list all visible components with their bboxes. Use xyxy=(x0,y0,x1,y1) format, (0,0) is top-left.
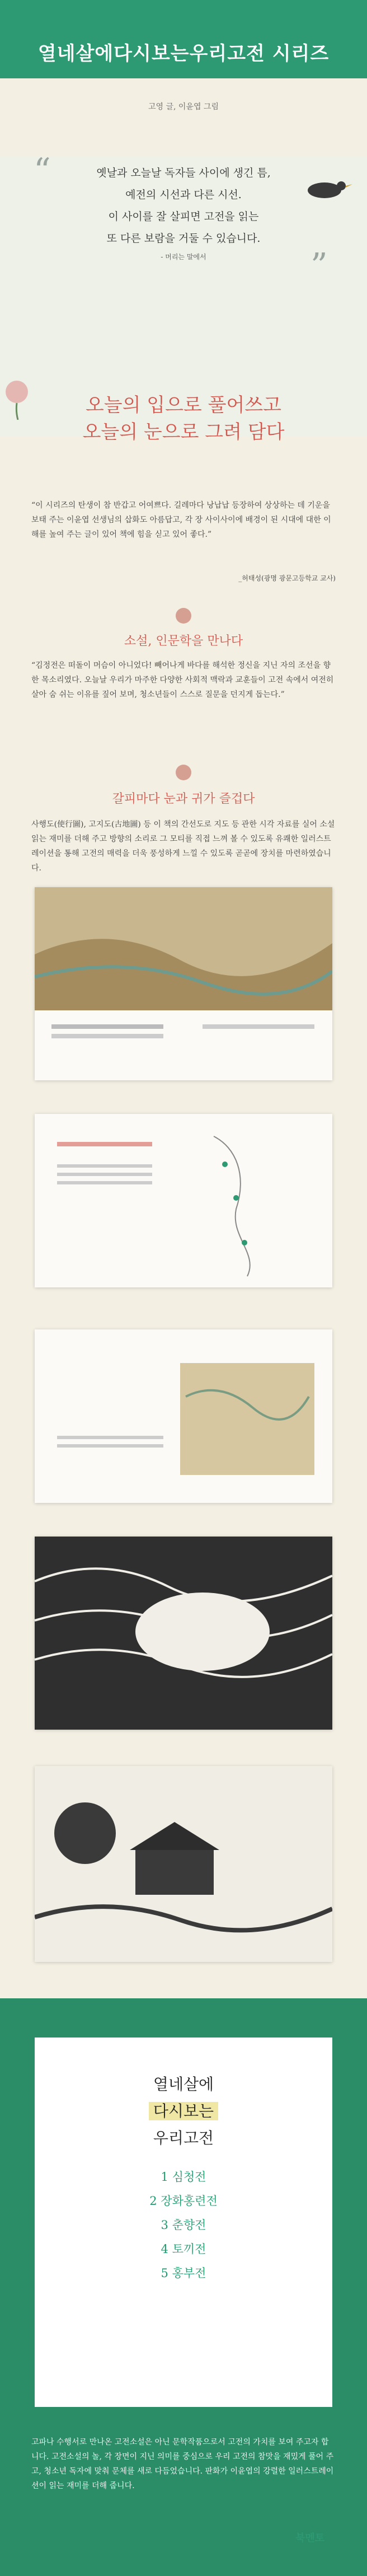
section1-attribution: _허태성(광명 광문고등학교 교사) xyxy=(238,574,336,582)
section1-body: “이 시리즈의 탄생이 참 반갑고 어여쁘다. 길레마다 낭납납 등장하여 상상하는 데 기운을 보태 주는 이윤엽 선생님의 삽화도 아름답고, 각 장 사이사이에 배경이 된 시대에 대한 이해를 높여 주는 글이 있어 책에 힘을 싣고 있어 좋다.” xyxy=(31,501,331,539)
intro-quote-line: 이 사이를 잘 살피면 고전을 읽는 xyxy=(108,210,259,223)
series-line3: 우리고전 xyxy=(153,2129,214,2147)
series-item[interactable]: 3 춘향전 xyxy=(161,2218,206,2232)
series-title: 열네살에다시보는우리고전 시리즈 xyxy=(37,43,330,65)
close-quote-icon: ” xyxy=(310,246,328,285)
illustration-river-map xyxy=(35,887,332,1080)
section2-title: 소설, 인문학을 만나다 xyxy=(124,634,243,648)
series-line2-text: 다시보는 xyxy=(149,2102,218,2120)
illustration-korea-map xyxy=(35,1114,332,1287)
illustration-old-map xyxy=(35,1329,332,1503)
open-quote-icon: “ xyxy=(34,151,51,190)
intro-quote xyxy=(0,162,367,250)
series-item[interactable]: 5 홍부전 xyxy=(161,2266,206,2280)
author-credit: 고영 글, 이윤엽 그림 xyxy=(148,102,219,111)
intro-quote-line: 또 다른 보람을 거둘 수 있습니다. xyxy=(106,232,261,245)
illustration-woodcut-waves xyxy=(35,1537,332,1730)
decorative-flower-icon xyxy=(167,761,200,784)
section1-title xyxy=(0,392,367,446)
series-item[interactable]: 2 장화홍련전 xyxy=(149,2194,218,2208)
series-line2 xyxy=(35,2099,332,2121)
series-description: 고파나 수행서로 만나온 고전소설은 아닌 문학작품으로서 고전의 가치를 보여 주고자 합니다. 고전소설의 놀, 각 장면이 지닌 의미를 중심으로 우리 고전의 참맛을 재밌게 풀어 주고, 청소년 독자에 맞춰 문체를 새로 다듬었습니다. 판화가 이윤엽의 강렬한 일러스트레이션이 읽는 재미를 더해 줍니다. xyxy=(31,2438,334,2490)
intro-quote-line: 예전의 시선과 다른 시선. xyxy=(125,189,242,201)
intro-quote-source: - 머리는 말에서 xyxy=(161,253,206,261)
section3-body: 사행도(使行圖), 고지도(古地圖) 등 이 책의 간선도로 지도 등 관한 시각 자료를 실어 소설 읽는 재미를 더해 주고 방향의 소리로 그 모티를 직접 느껴 볼 수 있도록 유쾌한 일러스트레이션을 통해 고전의 매력을 더욱 풍성하게 느낄 수 있도록 곧곧에 장치를 마련하였습니다. xyxy=(31,820,335,873)
series-list xyxy=(0,2165,367,2285)
section1-title-line: 오늘의 입으로 풀어쓰고 xyxy=(85,394,282,416)
series-item[interactable]: 1 심청전 xyxy=(161,2170,206,2184)
decorative-flower-icon xyxy=(167,605,200,627)
illustration-woodcut-village xyxy=(35,1766,332,1962)
series-item[interactable]: 4 토끼전 xyxy=(161,2242,206,2256)
section1-title-line: 오늘의 눈으로 그려 담다 xyxy=(82,421,285,443)
publisher-logo: 북멘토 xyxy=(295,2532,325,2544)
section3-title: 갈피마다 눈과 귀가 즐겁다 xyxy=(112,792,255,806)
intro-quote-line: 옛날과 오늘날 독자들 사이에 생긴 틈, xyxy=(96,167,271,179)
section2-body: “김정전은 떠돌이 머슴이 아니었다! 빼어나게 바다를 해석한 정신을 지닌 자의 조선을 향한 목소리였다. 오늘날 우리가 마주한 다양한 사회적 맥락과 교훈들이 고전 속에서 여전히 살아 숨 쉬는 이유를 짚어 보며, 청소년들이 스스로 질문을 던지게 돕는다.” xyxy=(31,661,334,699)
series-line1: 열네살에 xyxy=(153,2075,214,2093)
